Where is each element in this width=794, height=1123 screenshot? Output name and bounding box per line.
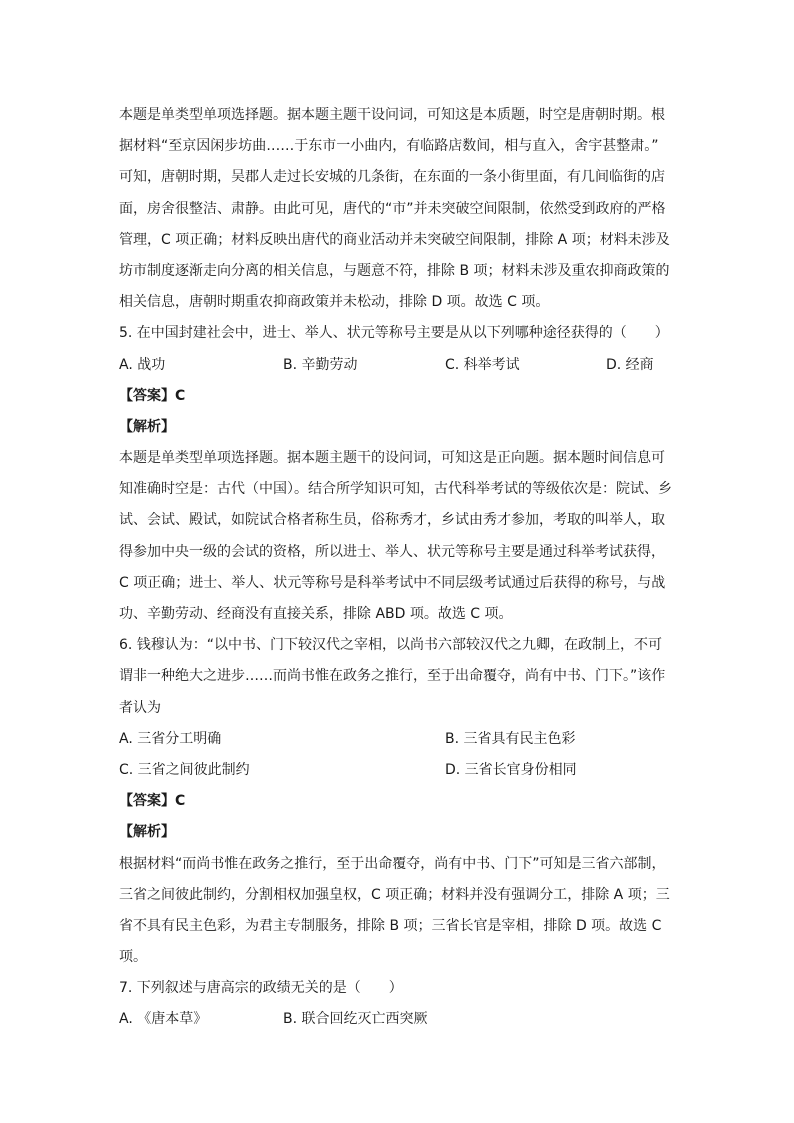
q5-option-b: B. 辛勤劳动 xyxy=(283,356,358,373)
q4-analysis-line: 面，房舍很整洁、肃静。由此可见，唐代的“市”并未突破空间限制，依然受到政府的严格 xyxy=(119,200,666,217)
q5-analysis-line: 试、会试、殿试，如院试合格者称生员，俗称秀才，乡试由秀才参加，考取的叫举人，取 xyxy=(119,512,665,529)
q6-option-c: C. 三省之间彼此制约 xyxy=(119,761,250,778)
q4-analysis-line: 相关信息，唐朝时期重农抑商政策并未松动，排除 D 项。故选 C 项。 xyxy=(119,294,550,311)
q4-analysis-line: 管理，C 项正确；材料反映出唐代的商业活动并未突破空间限制，排除 A 项；材料未涉及 xyxy=(119,231,670,248)
q7-options xyxy=(119,1004,675,1035)
q6-analysis-line: 三省之间彼此制约，分割相权加强皇权，C 项正确；材料并没有强调分工，排除 A 项；三 xyxy=(119,886,670,903)
q6-options-row xyxy=(119,755,675,786)
q7-option-b: B. 联合回纥灭亡西突厥 xyxy=(283,1011,428,1028)
q6-analysis-line: 根据材料“而尚书惟在政务之推行，至于出命覆夺，尚有中书、门下”可知是三省六部制， xyxy=(119,855,666,872)
q5-option-c: C. 科举考试 xyxy=(445,356,520,373)
q5-analysis-line: 知准确时空是：古代（中国）。结合所学知识可知，古代科举考试的等级依次是：院试、乡 xyxy=(119,481,672,498)
q6-option-a: A. 三省分工明确 xyxy=(119,730,222,747)
page-content xyxy=(119,100,675,1036)
q5-analysis-line: 功、辛勤劳动、经商没有直接关系，排除 ABD 项。故选 C 项。 xyxy=(119,606,513,622)
q7-option-a: A. 《唐本草》 xyxy=(119,1011,208,1028)
q4-analysis-line: 可知，唐朝时期，吴郡人走过长安城的几条街，在东面的一条小街里面，有几间临街的店 xyxy=(119,169,665,186)
q6-stem-line: 谓非一种绝大之进步……而尚书惟在政务之推行，至于出命覆夺，尚有中书、门下。”该作 xyxy=(119,668,666,685)
q6-analysis-title: 【解析】 xyxy=(119,824,175,841)
q6-analysis-line: 项。 xyxy=(119,949,147,966)
q6-option-b: B. 三省具有民主色彩 xyxy=(445,730,576,747)
q5-stem: 5. 在中国封建社会中，进士、举人、状元等称号主要是从以下列哪种途径获得的（ ） xyxy=(119,325,669,342)
q7-stem: 7. 下列叙述与唐高宗的政绩无关的是（ ） xyxy=(119,980,403,997)
q5-options xyxy=(119,350,675,381)
q5-analysis-line: 得参加中央一级的会试的资格，所以进士、举人、状元等称号主要是通过科举考试获得， xyxy=(119,543,665,560)
q6-options-row xyxy=(119,724,675,755)
q6-stem-line: 者认为 xyxy=(119,699,161,716)
q5-option-d: D. 经商 xyxy=(606,356,654,373)
q5-analysis-title: 【解析】 xyxy=(119,418,175,435)
q5-answer: 【答案】C xyxy=(119,387,186,404)
q6-answer: 【答案】C xyxy=(119,793,186,810)
q5-analysis-line: 本题是单类型单项选择题。据本题主题干的设问词，可知这是正向题。据本题时间信息可 xyxy=(119,450,665,467)
q4-analysis-line: 本题是单类型单项选择题。据本题主题干设问词，可知这是本质题，时空是唐朝时期。根 xyxy=(119,107,665,123)
q6-stem-line: 6. 钱穆认为：“以中书、门下较汉代之宰相，以尚书六部较汉代之九卿，在政制上，不可 xyxy=(119,637,663,654)
q5-analysis-line: C 项正确；进士、举人、状元等称号是科举考试中不同层级考试通过后获得的称号，与战 xyxy=(119,574,666,591)
q4-analysis-line: 坊市制度逐渐走向分离的相关信息，与题意不符，排除 B 项；材料未涉及重农抑商政策的 xyxy=(119,262,670,279)
q5-option-a: A. 战功 xyxy=(119,356,166,373)
q6-analysis-line: 省不具有民主色彩，为君主专制服务，排除 B 项；三省长官是宰相，排除 D 项。故选 C xyxy=(119,917,662,934)
q4-analysis-line: 据材料“至京因闲步坊曲……于东市一小曲内，有临路店数间，相与直入，舍宇甚整肃。” xyxy=(119,138,659,155)
q6-option-d: D. 三省长官身份相同 xyxy=(445,761,577,778)
